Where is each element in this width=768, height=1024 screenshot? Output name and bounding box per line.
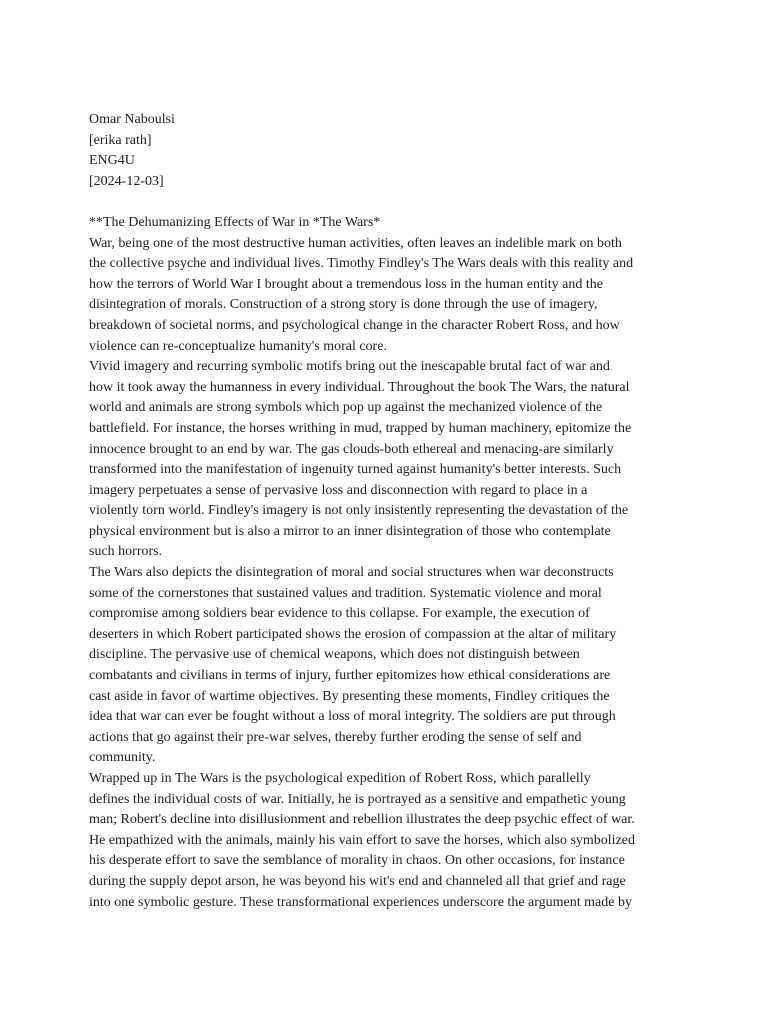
paragraph-line: transformed into the manifestation of ingenuity turned against humanity's better interests. Such [89,462,622,478]
course-code: ENG4U [89,153,135,169]
paragraph-line: during the supply depot arson, he was beyond his wit's end and channeled all that grief and rage [89,873,626,889]
paragraph-line: disintegration of morals. Construction of a strong story is done through the use of imagery, [89,297,598,313]
paragraph-line: how it took away the humanness in every individual. Throughout the book The Wars, the natural [89,379,630,395]
paragraph-line: such horrors. [89,544,163,560]
paragraph-line: Vivid imagery and recurring symbolic motifs bring out the inescapable brutal fact of war and [89,359,610,375]
paragraph-line: violently torn world. Findley's imagery is not only insistently representing the devastation of the [89,503,629,519]
paragraph-line: combatants and civilians in terms of injury, further epitomizes how ethical considerations are [89,668,611,684]
paragraph-line: the collective psyche and individual lives. Timothy Findley's The Wars deals with this reality and [89,256,634,272]
author-name: Omar Naboulsi [89,112,175,127]
paragraph-line: discipline. The pervasive use of chemical weapons, which does not distinguish between [89,647,580,663]
paragraph-line: how the terrors of World War I brought about a tremendous loss in the human entity and the [89,276,603,292]
paragraph-line: The Wars also depicts the disintegration of moral and social structures when war deconstructs [89,565,614,581]
paragraph-line: physical environment but is also a mirror to an inner disintegration of those who contemplate [89,523,611,539]
paragraph-psychology [89,769,689,913]
essay-title: **The Dehumanizing Effects of War in *The Wars* [89,214,381,230]
paragraph-line: world and animals are strong symbols which pop up against the mechanized violence of the [89,400,603,416]
paragraph-line: man; Robert's decline into disillusionment and rebellion illustrates the deep psychic effect of war. [89,812,635,828]
paragraph-line: into one symbolic gesture. These transformational experiences underscore the argument made by [89,894,632,910]
blank-line [89,192,689,213]
paragraph-line: compromise among soldiers bear evidence to this collapse. For example, the execution of [89,606,590,622]
paragraph-line: Wrapped up in The Wars is the psychological expedition of Robert Ross, which parallelly [89,771,591,786]
paragraph-line: innocence brought to an end by war. The gas clouds-both ethereal and menacing-are similarly [89,441,614,457]
paragraph-line: battlefield. For instance, the horses writhing in mud, trapped by human machinery, epitomize the [89,420,632,436]
paragraph-line: idea that war can ever be fought without a loss of moral integrity. The soldiers are put through [89,709,616,725]
header-block [89,110,689,192]
teacher-name: [erika rath] [89,132,152,148]
paragraph-line: breakdown of societal norms, and psychological change in the character Robert Ross, and how [89,317,620,333]
paragraph-line: cast aside in favor of wartime objectives. By presenting these moments, Findley critiques the [89,688,610,704]
paragraph-imagery [89,357,689,563]
paragraph-line: violence can re-conceptualize humanity's moral core. [89,338,387,354]
paragraph-line: actions that go against their pre-war selves, thereby further eroding the sense of self and [89,729,582,745]
paragraph-line: defines the individual costs of war. Initially, he is portrayed as a sensitive and empathetic young [89,791,626,807]
essay-date: [2024-12-03] [89,173,164,189]
paragraph-intro [89,234,689,358]
paragraph-line: War, being one of the most destructive human activities, often leaves an indelible mark on both [89,235,622,251]
paragraph-line: community. [89,750,156,766]
paragraph-line: imagery perpetuates a sense of pervasive loss and disconnection with regard to place in a [89,482,588,498]
paragraph-line: his desperate effort to save the semblance of morality in chaos. On other occasions, for instance [89,853,625,869]
paragraph-line: some of the cornerstones that sustained values and tradition. Systematic violence and moral [89,585,602,601]
document-body [89,110,689,913]
paragraph-line: He empathized with the animals, mainly his vain effort to save the horses, which also symbolized [89,832,635,848]
paragraph-morals [89,563,689,769]
paragraph-line: deserters in which Robert participated shows the erosion of compassion at the altar of military [89,626,617,642]
